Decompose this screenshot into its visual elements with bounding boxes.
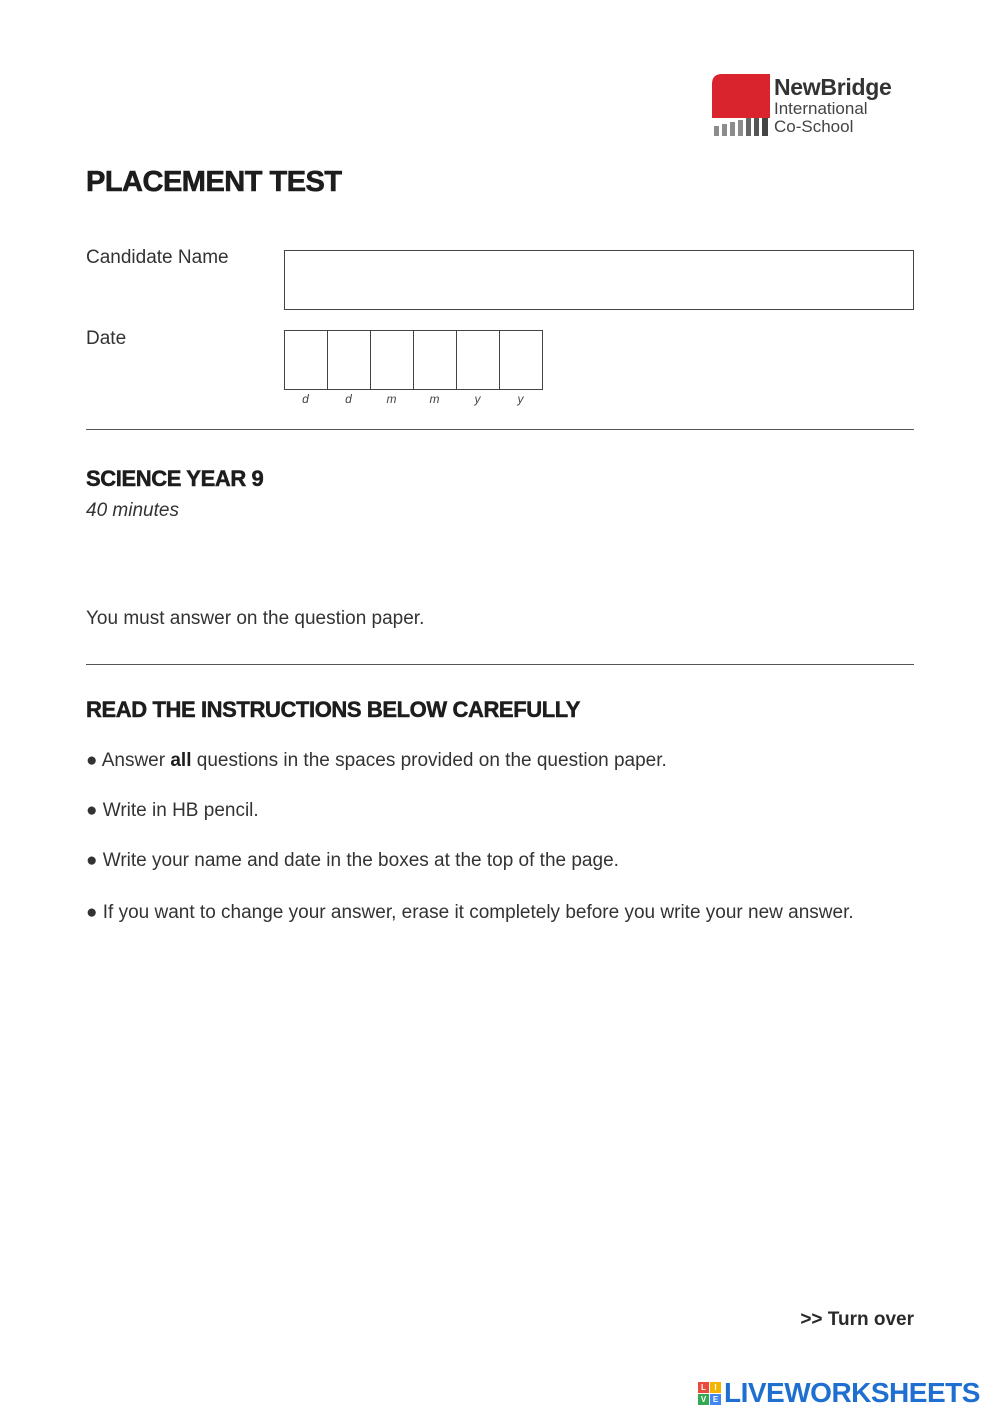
answer-note: You must answer on the question paper. — [86, 608, 425, 629]
school-logo — [712, 74, 912, 138]
page-title: PLACEMENT TEST — [86, 166, 342, 198]
date-hint: m — [386, 392, 397, 406]
liveworksheets-watermark — [698, 1377, 980, 1409]
date-hint: m — [429, 392, 440, 406]
date-hint: d — [345, 392, 352, 406]
date-day-2-input[interactable] — [328, 330, 371, 390]
date-boxes — [284, 330, 543, 390]
candidate-name-input[interactable] — [284, 250, 914, 310]
date-day-1-input[interactable] — [284, 330, 328, 390]
candidate-name-label: Candidate Name — [86, 247, 229, 268]
logo-name: NewBridge — [774, 74, 892, 100]
date-year-1-input[interactable] — [457, 330, 500, 390]
logo-line-2: International — [774, 99, 868, 118]
instructions-heading: READ THE INSTRUCTIONS BELOW CAREFULLY — [86, 697, 581, 722]
divider — [86, 664, 914, 665]
divider — [86, 429, 914, 430]
date-year-2-input[interactable] — [500, 330, 543, 390]
instruction-emphasis: all — [170, 750, 192, 771]
newbridge-logo-icon — [712, 74, 770, 136]
instruction-item: ● If you want to change your answer, erase it completely before you write your new answer. — [86, 902, 854, 923]
subject-title: SCIENCE YEAR 9 — [86, 466, 264, 491]
turn-over-note: >> Turn over — [800, 1309, 914, 1330]
date-hint: y — [474, 392, 481, 406]
instruction-item: ● Write in HB pencil. — [86, 800, 259, 821]
instruction-text: ● Answer — [86, 750, 171, 771]
watermark-text: LIVEWORKSHEETS — [724, 1377, 980, 1408]
date-hint: d — [302, 392, 309, 406]
instruction-text: questions in the spaces provided on the question paper. — [191, 750, 667, 771]
date-label: Date — [86, 328, 127, 349]
date-month-2-input[interactable] — [414, 330, 457, 390]
instruction-item — [86, 750, 667, 772]
date-hint: y — [517, 392, 524, 406]
date-month-1-input[interactable] — [371, 330, 414, 390]
instruction-item: ● Write your name and date in the boxes at the top of the page. — [86, 850, 619, 871]
logo-line-3: Co-School — [774, 117, 854, 136]
date-format-hints — [284, 392, 542, 406]
duration: 40 minutes — [86, 500, 179, 521]
liveworksheets-icon: L I V E — [698, 1382, 721, 1405]
